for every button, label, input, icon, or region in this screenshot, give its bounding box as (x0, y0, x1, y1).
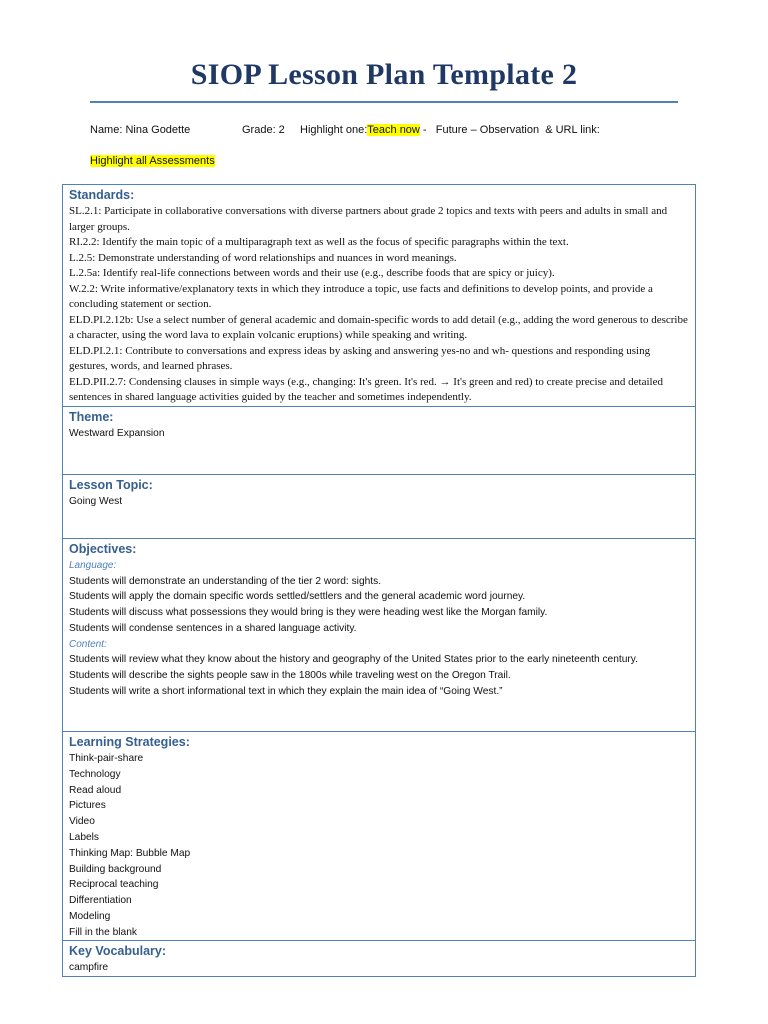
strategy-item: Fill in the blank (69, 926, 137, 938)
highlight-label: Highlight one: (300, 124, 368, 136)
highlight-assessments: Highlight all Assessments (90, 155, 215, 167)
standards-section (63, 185, 695, 407)
standards-list (69, 204, 689, 406)
key-vocabulary-section (63, 941, 695, 976)
assessments-note (90, 155, 215, 167)
title-underline (90, 101, 678, 103)
objectives-language-list (69, 574, 689, 637)
objective-item: Students will describe the sights people saw in the 1800s while traveling west on the Oregon Trail. (69, 669, 511, 681)
header-info-line (90, 124, 600, 136)
standards-heading: Standards: (69, 188, 135, 202)
standard-item: SL.2.1: Participate in collaborative conversations with diverse partners about grade 2 topics and texts with peers and adults in small and larger groups. (69, 205, 668, 233)
objectives-section (63, 539, 695, 732)
theme-heading: Theme: (69, 410, 114, 424)
objective-item: Students will demonstrate an understanding of the tier 2 word: sights. (69, 575, 382, 587)
strategy-item: Reciprocal teaching (69, 879, 159, 891)
learning-strategies-section (63, 732, 695, 941)
strategy-item: Technology (69, 768, 121, 780)
strategy-item: Building background (69, 863, 162, 875)
theme-text: Westward Expansion (69, 428, 165, 439)
highlight-teach-now: Teach now (367, 124, 420, 136)
strategy-item: Read aloud (69, 784, 122, 796)
standard-item: ELD.PI.2.12b: Use a select number of general academic and domain-specific words to add detail (e.g., adding the word generous to describe a character, using the word lava to explain volcanic eruptions) while speaking and writing. (69, 313, 688, 341)
objective-item: Students will condense sentences in a shared language activity. (69, 622, 357, 634)
teacher-name: Name: Nina Godette (90, 124, 191, 136)
objectives-heading: Objectives: (69, 542, 137, 556)
strategy-item: Modeling (69, 910, 111, 922)
lesson-plan-table (62, 184, 696, 977)
objective-item: Students will apply the domain specific words settled/settlers and the general academic word journey. (69, 591, 526, 603)
strategy-item: Pictures (69, 800, 106, 812)
standard-item: W.2.2: Write informative/explanatory texts in which they introduce a topic, use facts and definitions to develop points, and provide a concluding statement or section. (69, 282, 653, 310)
lesson-topic-section (63, 475, 695, 539)
standard-item: L.2.5a: Identify real-life connections between words and their use (e.g., describe foods that are spicy or juicy). (69, 267, 555, 279)
strategy-item: Differentiation (69, 895, 132, 907)
strategy-item: Video (69, 816, 95, 828)
learning-strategies-heading: Learning Strategies: (69, 735, 190, 749)
objective-item: Students will review what they know about the history and geography of the United States prior to the early nineteenth century. (69, 654, 638, 666)
objectives-content-label: Content: (69, 638, 107, 650)
lesson-topic-heading: Lesson Topic: (69, 478, 153, 492)
key-vocabulary-heading: Key Vocabulary: (69, 944, 167, 958)
standard-item: L.2.5: Demonstrate understanding of word relationships and nuances in word meanings. (69, 251, 457, 264)
standard-item: RI.2.2: Identify the main topic of a multiparagraph text as well as the focus of specific paragraphs within the text. (69, 236, 569, 248)
objectives-language-label: Language: (69, 560, 117, 571)
standard-item: ELD.PII.2.7: Condensing clauses in simple ways (e.g., changing: It's green. It's red. → It's green and red) to create precise and detailed sentences in shared language activities guided by the teacher and sometimes independently. (69, 375, 663, 403)
strategy-item: Labels (69, 831, 100, 843)
objective-item: Students will discuss what possessions they would bring is they were heading west like the Morgan family. (69, 607, 548, 619)
highlight-rest: - Future – Observation & URL link: (419, 124, 600, 136)
vocabulary-item: campfire (69, 962, 109, 973)
strategy-item: Think-pair-share (69, 753, 144, 764)
document-title: SIOP Lesson Plan Template 2 (190, 58, 578, 91)
grade-label: Grade: 2 (242, 124, 285, 136)
learning-strategies-list (69, 751, 689, 941)
objectives-content-list (69, 652, 689, 699)
objective-item: Students will write a short informational text in which they explain the main idea of “Going West.” (69, 685, 503, 697)
lesson-topic-text: Going West (69, 496, 123, 507)
theme-section (63, 407, 695, 475)
standard-item: ELD.PI.2.1: Contribute to conversations and express ideas by asking and answering yes-no and wh- questions and responding using gestures, words, and learned phrases. (69, 344, 651, 372)
strategy-item: Thinking Map: Bubble Map (69, 847, 191, 859)
